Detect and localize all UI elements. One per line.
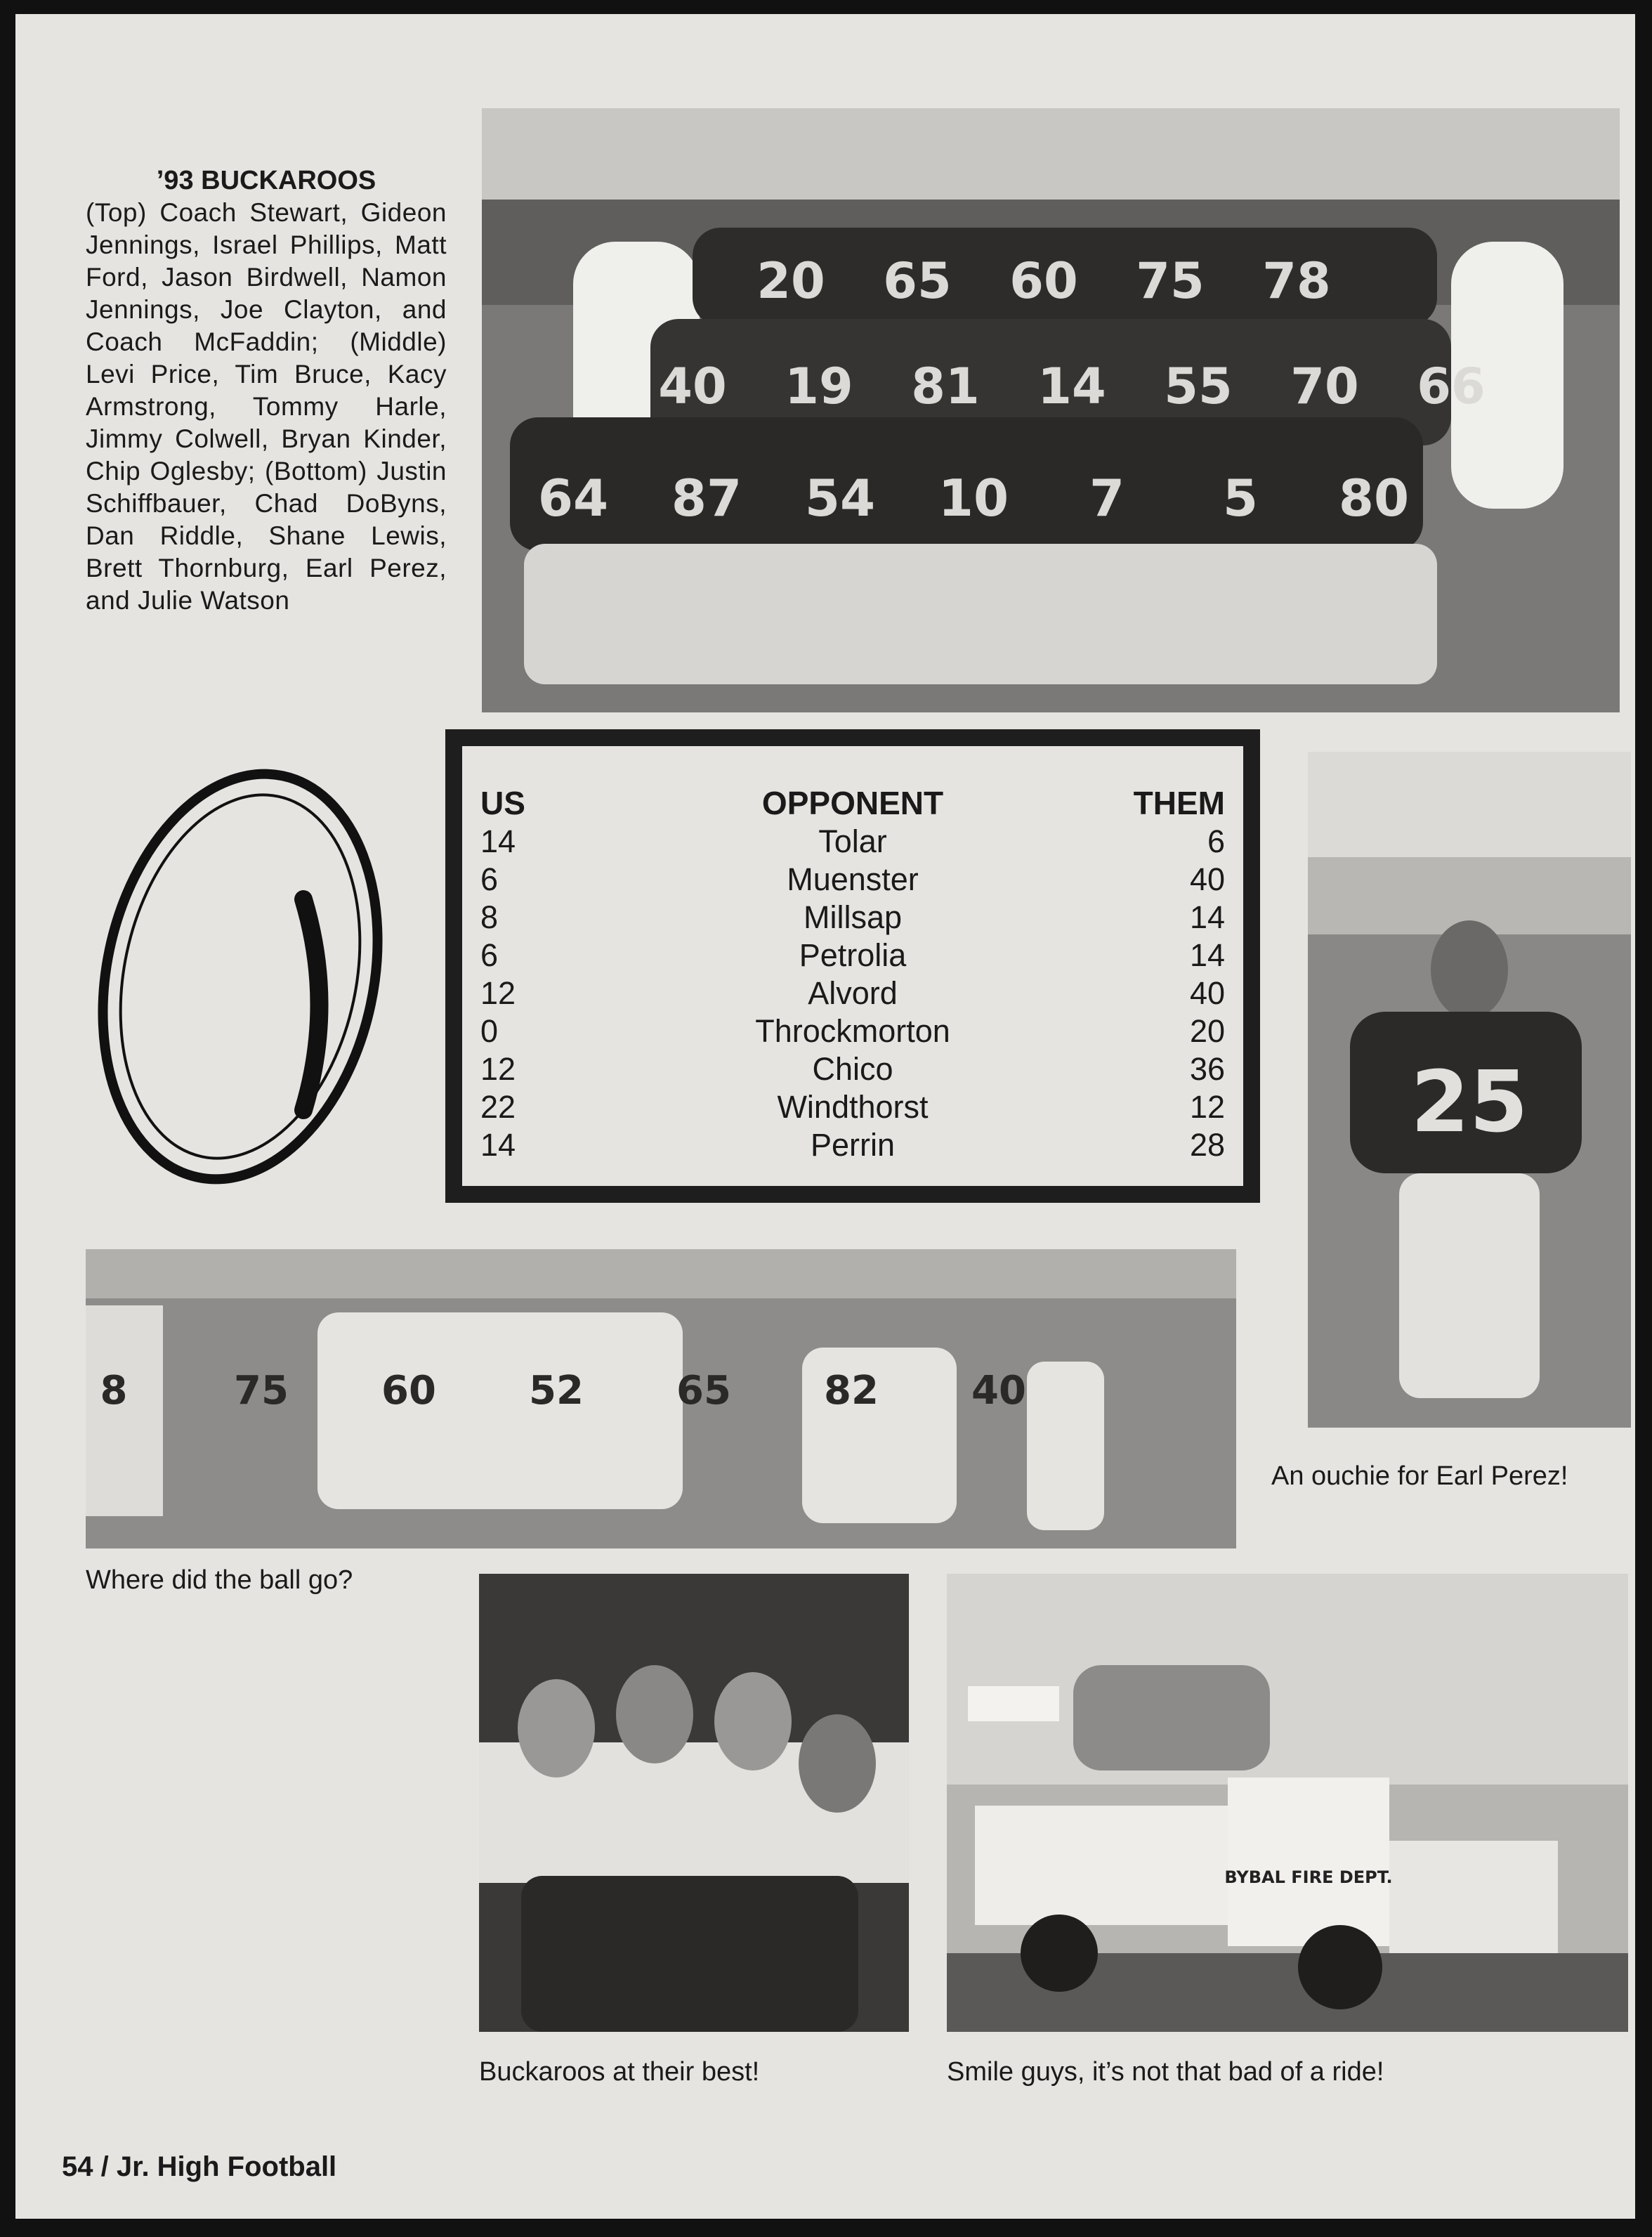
score-them: 40 bbox=[1189, 861, 1225, 897]
jersey-number: 25 bbox=[1410, 1054, 1528, 1152]
score-opponent: Chico bbox=[812, 1051, 893, 1087]
score-us: 12 bbox=[480, 1051, 516, 1087]
team-photo bbox=[482, 108, 1620, 712]
page-footer: 54 / Jr. High Football bbox=[62, 2151, 337, 2182]
score-row bbox=[480, 861, 1225, 898]
yearbook-page bbox=[15, 14, 1635, 2219]
score-row bbox=[480, 1051, 1225, 1088]
jersey-number: 40 bbox=[971, 1368, 1026, 1414]
score-opponent: Muenster bbox=[787, 861, 919, 897]
header-us: US bbox=[480, 785, 525, 821]
jersey-number: 8 bbox=[100, 1368, 128, 1414]
jersey-number: 54 bbox=[804, 469, 876, 528]
score-row bbox=[480, 975, 1225, 1012]
score-them: 6 bbox=[1207, 823, 1225, 859]
bleachers-photo bbox=[479, 1574, 909, 2032]
score-row bbox=[480, 937, 1225, 974]
header-them: THEM bbox=[1133, 785, 1225, 821]
jersey-number: 52 bbox=[529, 1368, 584, 1414]
caption-earl: An ouchie for Earl Perez! bbox=[1271, 1461, 1568, 1491]
jersey-number: 75 bbox=[234, 1368, 289, 1414]
jersey-number: 55 bbox=[1164, 358, 1233, 415]
jersey-number: 66 bbox=[1417, 358, 1486, 415]
score-them: 40 bbox=[1189, 975, 1225, 1011]
score-us: 8 bbox=[480, 899, 499, 935]
jersey-number: 64 bbox=[537, 469, 609, 528]
jersey-number: 82 bbox=[824, 1368, 879, 1414]
roster-title: ’93 BUCKAROOS bbox=[156, 166, 376, 195]
jersey-number: 78 bbox=[1262, 252, 1331, 310]
jersey-number: 14 bbox=[1037, 358, 1106, 415]
score-opponent: Windthorst bbox=[777, 1089, 929, 1125]
score-them: 14 bbox=[1189, 899, 1225, 935]
caption-ride: Smile guys, it’s not that bad of a ride! bbox=[947, 2057, 1384, 2087]
score-row bbox=[480, 899, 1225, 936]
jersey-number: 81 bbox=[911, 358, 980, 415]
score-them: 36 bbox=[1189, 1051, 1225, 1087]
score-opponent: Alvord bbox=[808, 975, 898, 1011]
truck-photo bbox=[947, 1574, 1628, 2032]
jersey-number: 40 bbox=[658, 358, 727, 415]
jersey-number: 60 bbox=[381, 1368, 436, 1414]
jersey-number: 65 bbox=[676, 1368, 731, 1414]
score-row bbox=[480, 823, 1225, 860]
score-us: 12 bbox=[480, 975, 516, 1011]
score-us: 6 bbox=[480, 937, 499, 973]
jersey-number: 20 bbox=[756, 252, 825, 310]
score-us: 6 bbox=[480, 861, 499, 897]
portrait-photo bbox=[1308, 752, 1631, 1428]
scoreboard bbox=[445, 729, 1260, 1203]
score-them: 20 bbox=[1189, 1013, 1225, 1049]
jersey-number: 80 bbox=[1338, 469, 1410, 528]
score-opponent: Tolar bbox=[818, 823, 887, 859]
score-opponent: Petrolia bbox=[799, 937, 907, 973]
jersey-number: 7 bbox=[1089, 469, 1125, 528]
score-row bbox=[480, 1013, 1225, 1050]
truck-door-sign: BYBAL FIRE DEPT. bbox=[1224, 1867, 1393, 1887]
score-opponent: Throckmorton bbox=[755, 1013, 950, 1049]
score-us: 22 bbox=[480, 1089, 516, 1125]
score-opponent: Millsap bbox=[803, 899, 903, 935]
header-opponent: OPPONENT bbox=[761, 785, 944, 821]
score-them: 14 bbox=[1189, 937, 1225, 973]
jersey-number: 10 bbox=[938, 469, 1009, 528]
football-icon bbox=[93, 759, 388, 1194]
jersey-number: 70 bbox=[1290, 358, 1359, 415]
field-photo bbox=[86, 1249, 1236, 1548]
jersey-number: 65 bbox=[883, 252, 952, 310]
score-row bbox=[480, 1127, 1225, 1163]
jersey-number: 5 bbox=[1222, 469, 1259, 528]
score-them: 28 bbox=[1189, 1127, 1225, 1163]
jersey-number: 87 bbox=[671, 469, 742, 528]
caption-best: Buckaroos at their best! bbox=[479, 2057, 760, 2087]
score-row bbox=[480, 1089, 1225, 1126]
score-us: 14 bbox=[480, 1127, 516, 1163]
jersey-number: 60 bbox=[1009, 252, 1078, 310]
caption-ball: Where did the ball go? bbox=[86, 1565, 353, 1595]
score-them: 12 bbox=[1189, 1089, 1225, 1125]
scoreboard-header bbox=[480, 784, 1225, 822]
jersey-number: 19 bbox=[785, 358, 853, 415]
score-us: 0 bbox=[480, 1013, 499, 1049]
score-opponent: Perrin bbox=[810, 1127, 896, 1163]
team-roster bbox=[86, 164, 447, 617]
jersey-number: 75 bbox=[1136, 252, 1205, 310]
score-us: 14 bbox=[480, 823, 516, 859]
roster-names: (Top) Coach Stewart, Gideon Jennings, Israel Phillips, Matt Ford, Jason Birdwell, Namon Jennings, Joe Clayton, and Coach McFaddin; (Middle) Levi Price, Tim Bruce, Kacy Armstrong, Tommy Harle, Jimmy Colwell, Bryan Kinder, Chip Oglesby; (Bottom) Justin Schiffbauer, Chad DoByns, Dan Riddle, Shane Lewis, Brett Thornburg, Earl Perez, and Julie Watson bbox=[86, 198, 447, 615]
